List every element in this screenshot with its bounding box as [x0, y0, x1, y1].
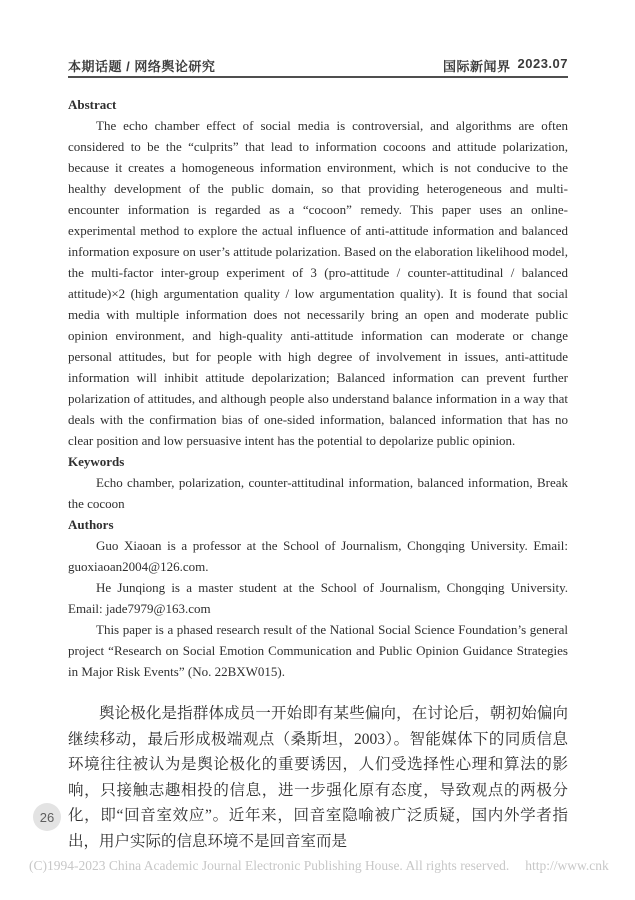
chinese-body-paragraph: 舆论极化是指群体成员一开始即有某些偏向，在讨论后，朝初始偏向继续移动，最后形成极端观点（桑斯坦，2003）。智能媒体下的同质信息环境往往被认为是舆论极化的重要诱因，人们受选择性心理和算法的影响，只接触志趣相投的信息，进一步强化原有态度，导致观点的两极分化，即“回音室效应”。近年来，回音室隐喻被广泛质疑，国内外学者指出，用户实际的信息环境不是回音室而是 — [68, 705, 568, 850]
header-journal-name: 国际新闻界 — [442, 59, 511, 74]
page-content — [68, 94, 568, 854]
author-bio-he: He Junqiong is a master student at the School of Journalism, Chongqing University. Email: jade7979@163.com — [68, 580, 568, 616]
abstract-text: The echo chamber effect of social media is controversial, and algorithms are often considered to be the “culprits” that lead to information cocoons and attitude polarization, because it creates a homogeneous information environment, which is not conducive to the healthy development of the public domain, so that providing heterogeneous and multi-encounter information is regarded as a “cocoon” remedy. This paper uses an online-experimental method to explore the actual influence of anti-attitude information and balanced information exposure on user’s attitude polarization. Based on the elaboration likelihood model, the multi-factor inter-group experiment of 3 (pro-attitude / counter-attitudinal / balanced attitude)×2 (high argumentation quality / low argumentation quality). It is found that social media with multiple information does not necessarily bring an open and moderate public opinion environment, and high-quality anti-attitude information can moderate or change personal attitudes, but for people with high degree of involvement in issues, anti-attitude information will inhibit attitude depolarization; Balanced information can prevent further polarization of attitudes, and although people also understand balance information in a way that deals with the confirmation bias of one-sided information, balanced information that has no clear position and low persuasive intent has the potential to depolarize public opinion. — [68, 118, 568, 448]
header-issue-date: 2023.07 — [517, 56, 568, 71]
author-bio-guo: Guo Xiaoan is a professor at the School of Journalism, Chongqing University. Email: guoxiaoan2004@126.com. — [68, 538, 568, 574]
funding-note: This paper is a phased research result of the National Social Science Foundation’s general project “Research on Social Emotion Communication and Public Opinion Guidance Strategies in Major Risk Events” (No. 22BXW015). — [68, 622, 568, 679]
english-front-matter — [68, 94, 568, 682]
authors-heading: Authors — [68, 517, 114, 532]
header-divider-rule — [68, 76, 568, 78]
keywords-text: Echo chamber, polarization, counter-attitudinal information, balanced information, Break the cocoon — [68, 475, 568, 511]
page-number: 26 — [39, 809, 55, 825]
page-header — [68, 56, 568, 75]
footer-url: http://www.cnk — [525, 858, 609, 873]
keywords-heading: Keywords — [68, 454, 125, 469]
footer-watermark — [29, 858, 635, 874]
abstract-heading: Abstract — [68, 97, 117, 112]
footer-copyright: (C)1994-2023 China Academic Journal Electronic Publishing House. All rights reserved. — [29, 858, 510, 873]
header-topic: 本期话题 / 网络舆论研究 — [68, 59, 216, 74]
page-number-badge — [33, 803, 61, 831]
header-journal-issue — [443, 56, 568, 75]
